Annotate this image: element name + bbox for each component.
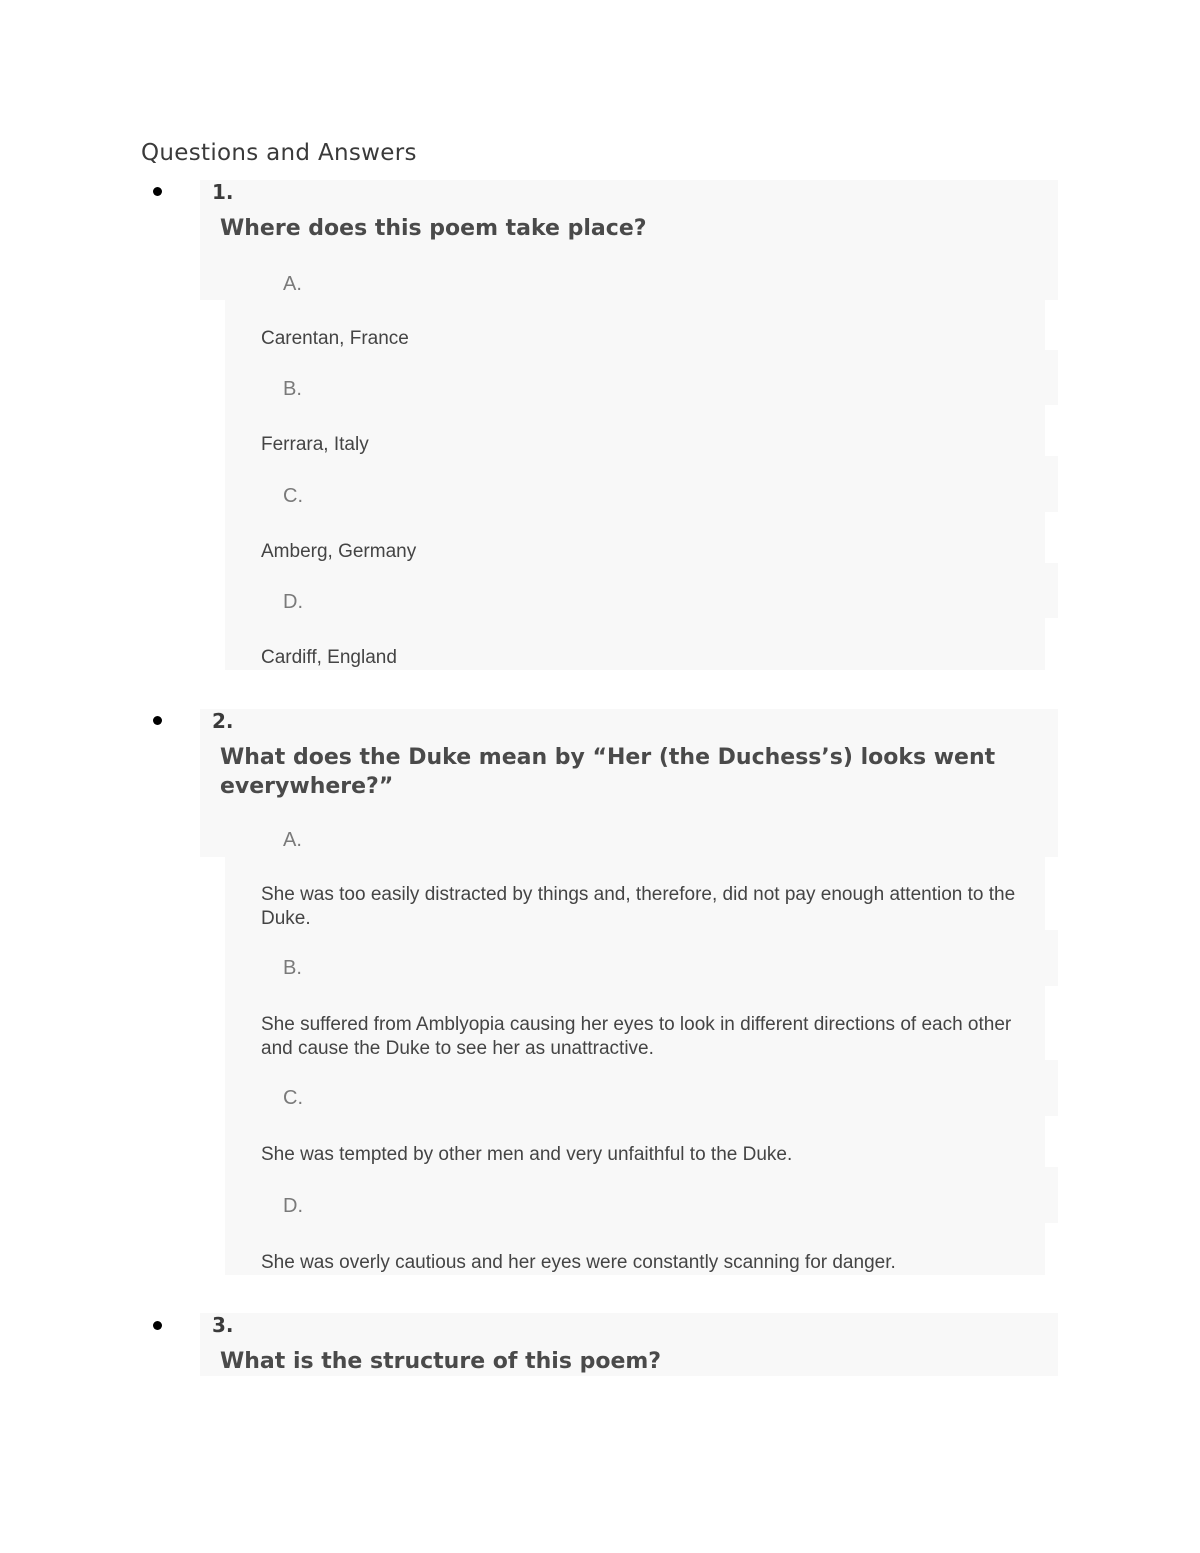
option-letter: B. [283,378,302,400]
option-text-row [225,986,1045,1060]
option-letter-row [225,1060,1058,1116]
question-header [200,1313,1058,1376]
question-number: 3. [212,1313,234,1337]
option-letter: D. [283,1195,303,1217]
question-text: What is the structure of this poem? [220,1349,662,1374]
option-letter: C. [283,1087,303,1109]
bullet-icon [153,716,162,725]
option-text-row [225,512,1045,563]
option-text: She was too easily distracted by things and, therefore, did not pay enough attention to the Duke. [261,884,1016,929]
bullet-icon [153,187,162,196]
option-letter-row [225,1167,1058,1223]
option-letter: C. [283,485,303,507]
option-text: Amberg, Germany [261,541,417,562]
option-text-row [225,857,1045,930]
option-text: Ferrara, Italy [261,434,369,455]
option-letter-row [225,826,1058,857]
option-letter-row [225,456,1058,512]
option-text: Carentan, France [261,328,409,349]
question-number: 2. [212,709,234,733]
option-text-row [225,618,1045,670]
question-text: What does the Duke mean by “Her (the Duchess’s) looks went everywhere?” [220,745,996,799]
option-letter: D. [283,591,303,613]
option-letter-row [225,350,1058,405]
option-text-row [225,1223,1045,1275]
option-letter-row [225,270,1058,300]
question-text: Where does this poem take place? [220,216,647,241]
option-text: Cardiff, England [261,647,397,668]
option-text: She was overly cautious and her eyes were constantly scanning for danger. [261,1252,896,1273]
question-number: 1. [212,180,234,204]
option-letter: B. [283,957,302,979]
bullet-icon [153,1321,162,1330]
option-text-row [225,405,1045,456]
option-text-row [225,300,1045,350]
option-letter-row [225,563,1058,618]
document-title: Questions and Answers [141,140,417,166]
option-text: She was tempted by other men and very unfaithful to the Duke. [261,1144,793,1165]
option-letter-row [225,930,1058,986]
option-text: She suffered from Amblyopia causing her eyes to look in different directions of each other and cause the Duke to see her as unattractive. [261,1014,1012,1059]
option-letter: A. [283,829,302,851]
option-text-row [225,1116,1045,1167]
option-letter: A. [283,273,302,295]
